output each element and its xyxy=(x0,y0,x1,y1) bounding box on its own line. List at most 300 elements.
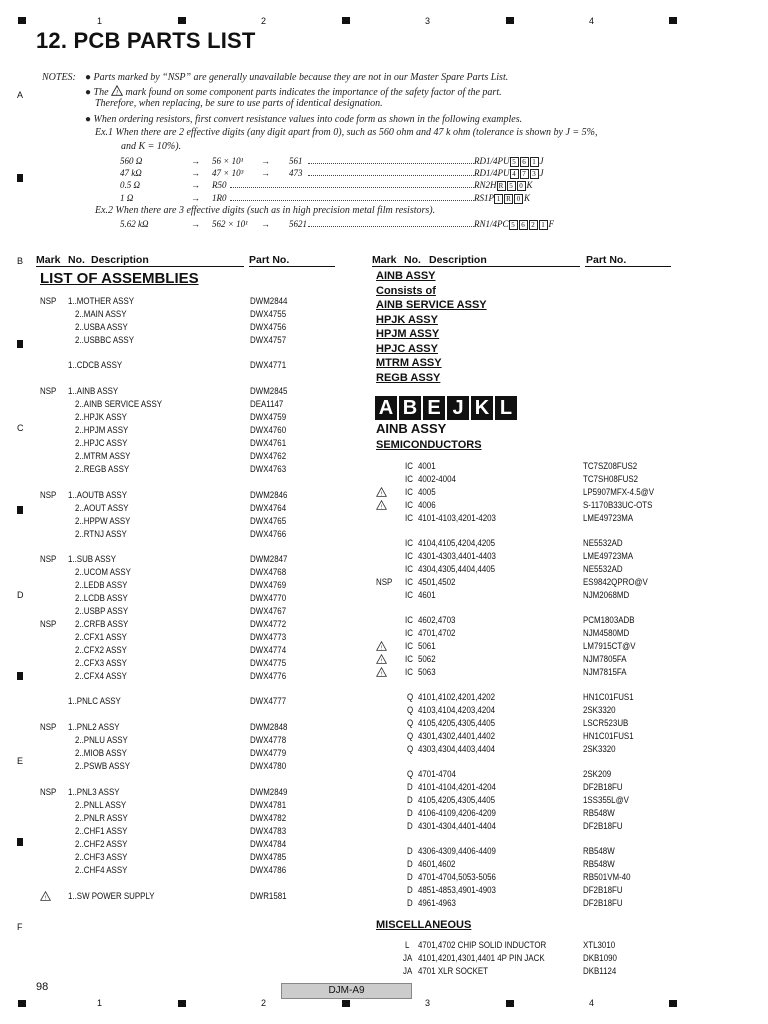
ex-tolerance: J xyxy=(539,168,544,178)
row-type: IC xyxy=(405,538,413,548)
row-part-number: DKB1090 xyxy=(583,953,617,963)
row-type: IC xyxy=(405,667,413,677)
row-ref-number: 4001 xyxy=(418,461,436,471)
row-part-number: DWX4776 xyxy=(250,671,287,681)
row-description: 1..PNL3 ASSY xyxy=(68,787,120,797)
row-part-number: DWX4755 xyxy=(250,309,287,319)
ex-code: 5621 xyxy=(289,219,307,229)
ex-code-digit: 0 xyxy=(517,181,526,191)
row-description: 2..PNLU ASSY xyxy=(75,735,128,745)
ex-arrow: → xyxy=(191,156,200,166)
header-mark: Mark xyxy=(36,254,61,266)
row-part-number: DWX4777 xyxy=(250,696,287,706)
row-part-number: DWM2844 xyxy=(250,296,288,306)
row-type: IC xyxy=(405,641,413,651)
ruler-bottom-4: 4 xyxy=(589,998,595,1008)
row-part-number: DWX4785 xyxy=(250,852,287,862)
row-mark: NSP xyxy=(40,787,57,797)
letter-code: K xyxy=(471,396,493,420)
ruler-side-b: B xyxy=(17,256,24,266)
header-no: No. xyxy=(68,254,85,266)
row-description: 2..LEDB ASSY xyxy=(75,580,128,590)
row-ref-number: 4501,4502 xyxy=(418,577,456,587)
ruler-top-1: 1 xyxy=(97,16,103,26)
assy-link: REGB ASSY xyxy=(376,371,441,384)
note-safety: ● The ! mark found on some component parts indicates the importance of the safety factor of the part. xyxy=(85,87,502,98)
ex-arrow: → xyxy=(191,219,200,229)
row-part-number: DF2B18FU xyxy=(583,898,623,908)
ruler-bottom-2: 2 xyxy=(261,998,267,1008)
row-ref-number: 4701-4704,5053-5056 xyxy=(418,872,496,882)
row-type: Q xyxy=(407,705,414,715)
ex-code-digit: 1 xyxy=(494,194,503,204)
ex-code-digit: R xyxy=(504,194,513,204)
row-type: D xyxy=(407,872,413,882)
assy-link: HPJK ASSY xyxy=(376,313,438,326)
row-description: 2..MTRM ASSY xyxy=(75,451,131,461)
warning-icon xyxy=(376,500,387,510)
row-ref-number: 4306-4309,4406-4409 xyxy=(418,846,496,856)
ex-code-digit: 7 xyxy=(520,169,529,179)
ex-multiplier: 47 × 10³ xyxy=(212,168,244,178)
row-part-number: LSCR523UB xyxy=(583,718,629,728)
ex-part-prefix: RD1/4PU xyxy=(474,168,510,178)
ex-part-code xyxy=(474,193,530,204)
row-part-number: DWX4763 xyxy=(250,464,287,474)
row-part-number: DWM2847 xyxy=(250,554,288,564)
ex-multiplier: 562 × 10¹ xyxy=(212,219,248,229)
page-title: 12. PCB PARTS LIST xyxy=(36,28,256,53)
row-ref-number: 5061 xyxy=(418,641,436,651)
header-underline xyxy=(585,266,671,267)
row-ref-number: 4301-4304,4401-4404 xyxy=(418,821,496,831)
header-part-no: Part No. xyxy=(249,254,290,266)
ex-arrow: → xyxy=(191,168,200,178)
row-description: 2..CFX2 ASSY xyxy=(75,645,127,655)
row-type: IC xyxy=(405,513,413,523)
ex-code-digit: 1 xyxy=(530,157,539,167)
warning-icon xyxy=(376,667,387,677)
row-part-number: RB548W xyxy=(583,846,615,856)
row-description: 1..AOUTB ASSY xyxy=(68,490,127,500)
assy-link: Consists of xyxy=(376,284,436,297)
letter-code: A xyxy=(375,396,397,420)
ex-dotted-leader xyxy=(230,187,474,188)
row-description: 2..CHF1 ASSY xyxy=(75,826,128,836)
note-resistor: ● When ordering resistors, first convert resistance values into code form as shown in the following examples. xyxy=(85,114,523,125)
row-type: IC xyxy=(405,564,413,574)
row-description: 2..LCDB ASSY xyxy=(75,593,128,603)
row-part-number: HN1C01FUS1 xyxy=(583,731,634,741)
note-resistor-text: When ordering resistors, first convert resistance values into code form as shown in the following examples. xyxy=(93,114,523,125)
row-type: IC xyxy=(405,590,413,600)
row-part-number: ES9842QPRO@V xyxy=(583,577,648,587)
row-type: JA xyxy=(403,953,413,963)
row-type: D xyxy=(407,795,413,805)
row-part-number: DWX4764 xyxy=(250,503,287,513)
ruler-side-f: F xyxy=(17,922,23,932)
row-description: 1..SW POWER SUPPLY xyxy=(68,891,155,901)
row-ref-number: 5063 xyxy=(418,667,436,677)
row-type: D xyxy=(407,859,413,869)
row-description: 2..USBP ASSY xyxy=(75,606,129,616)
row-part-number: DWX4778 xyxy=(250,735,287,745)
row-ref-number: 4101-4103,4201-4203 xyxy=(418,513,496,523)
ex-arrow: → xyxy=(261,219,270,229)
row-part-number: DWX4781 xyxy=(250,800,287,810)
row-mark: NSP xyxy=(40,554,57,564)
header-mark: Mark xyxy=(372,254,397,266)
notes-label: NOTES: xyxy=(42,72,76,83)
row-mark: NSP xyxy=(40,490,57,500)
ex-multiplier: 1R0 xyxy=(212,193,227,203)
row-type: Q xyxy=(407,731,414,741)
row-part-number: DWM2849 xyxy=(250,787,288,797)
ex-part-prefix: RN2H xyxy=(474,180,497,190)
row-ref-number: 4701-4704 xyxy=(418,769,456,779)
note-safety-text-a: The xyxy=(93,87,109,98)
ex-tolerance: F xyxy=(548,219,555,229)
row-ref-number: 4101,4102,4201,4202 xyxy=(418,692,496,702)
letter-code: L xyxy=(495,396,517,420)
ex-code-digit: 5 xyxy=(507,181,516,191)
row-ref-number: 4104,4105,4204,4205 xyxy=(418,538,496,548)
row-type: D xyxy=(407,808,413,818)
row-type: D xyxy=(407,898,413,908)
row-part-number: DWX4773 xyxy=(250,632,287,642)
row-description: 2..CFX4 ASSY xyxy=(75,671,127,681)
row-description: 2..CHF2 ASSY xyxy=(75,839,128,849)
ruler-top-4: 4 xyxy=(589,16,595,26)
ruler-side-d: D xyxy=(17,590,24,600)
ex-part-prefix: RD1/4PU xyxy=(474,156,510,166)
row-type: IC xyxy=(405,487,413,497)
ex-multiplier: 56 × 10¹ xyxy=(212,156,244,166)
ex-arrow: → xyxy=(191,180,200,190)
assy-link: HPJC ASSY xyxy=(376,342,438,355)
row-part-number: LME49723MA xyxy=(583,551,634,561)
row-type: IC xyxy=(405,577,413,587)
note-safety-cont: Therefore, when replacing, be sure to use parts of identical designation. xyxy=(95,98,383,109)
letter-code: J xyxy=(447,396,469,420)
assy-link: AINB ASSY xyxy=(376,270,436,282)
ex1-heading: Ex.1 When there are 2 effective digits (any digit apart from 0), such as 560 ohm and 47 k ohm (tolerance is shown by J = 5%, xyxy=(95,127,598,138)
row-description: 2..HPJK ASSY xyxy=(75,412,127,422)
ruler-mark xyxy=(669,1000,677,1007)
note-nsp-text: Parts marked by “NSP” are generally unavailable because they are not in our Master Spare Parts List. xyxy=(93,72,509,83)
row-part-number: NJM7815FA xyxy=(583,667,627,677)
row-part-number: DWM2846 xyxy=(250,490,288,500)
row-mark: NSP xyxy=(376,577,393,587)
note-nsp: ● Parts marked by “NSP” are generally unavailable because they are not in our Master Spare Parts List. xyxy=(85,72,509,83)
row-part-number: DWX4767 xyxy=(250,606,287,616)
row-part-number: 2SK3320 xyxy=(583,705,616,715)
row-description: 2..RTNJ ASSY xyxy=(75,529,127,539)
row-part-number: HN1C01FUS1 xyxy=(583,692,634,702)
row-type: IC xyxy=(405,461,413,471)
ex-code-digit: 6 xyxy=(520,157,529,167)
ex-code-digit: 1 xyxy=(539,220,548,230)
row-part-number: DEA1147 xyxy=(250,399,284,409)
ruler-top-3: 3 xyxy=(425,16,431,26)
ruler-mark xyxy=(18,17,26,24)
row-ref-number: 4005 xyxy=(418,487,436,497)
row-ref-number: 4304,4305,4404,4405 xyxy=(418,564,496,574)
ex-multiplier: R50 xyxy=(212,180,227,190)
section-miscellaneous: MISCELLANEOUS xyxy=(376,919,472,931)
ex-code-digit: 4 xyxy=(510,169,519,179)
row-part-number: DWX4770 xyxy=(250,593,287,603)
svg-text:!: ! xyxy=(380,671,383,677)
row-part-number: DWX4756 xyxy=(250,322,287,332)
row-part-number: RB501VM-40 xyxy=(583,872,631,882)
ruler-mark xyxy=(17,174,23,182)
row-part-number: DWX4782 xyxy=(250,813,287,823)
row-part-number: DF2B18FU xyxy=(583,885,623,895)
model-name: DJM-A9 xyxy=(281,983,412,999)
row-description: 2..HPJC ASSY xyxy=(75,438,128,448)
row-description: 2..CRFB ASSY xyxy=(75,619,129,629)
ex-tolerance: K xyxy=(524,193,531,203)
row-type: Q xyxy=(407,718,414,728)
svg-text:!: ! xyxy=(44,895,47,901)
row-description: 2..CHF3 ASSY xyxy=(75,852,128,862)
row-description: 1..SUB ASSY xyxy=(68,554,116,564)
header-underline xyxy=(36,266,244,267)
row-description: 2..MAIN ASSY xyxy=(75,309,127,319)
ruler-mark xyxy=(17,838,23,846)
row-part-number: NJM2068MD xyxy=(583,590,630,600)
ruler-mark xyxy=(17,672,23,680)
assy-letter-codes xyxy=(375,396,519,420)
header-underline xyxy=(249,266,335,267)
row-ref-number: 4105,4205,4305,4405 xyxy=(418,718,496,728)
row-ref-number: 4002-4004 xyxy=(418,474,456,484)
row-part-number: TC7SH08FUS2 xyxy=(583,474,639,484)
row-part-number: DF2B18FU xyxy=(583,782,623,792)
row-description: 2..UCOM ASSY xyxy=(75,567,131,577)
header-part-no: Part No. xyxy=(586,254,627,266)
row-ref-number: 4101-4104,4201-4204 xyxy=(418,782,496,792)
ex-dotted-leader xyxy=(230,200,474,201)
row-type: L xyxy=(405,940,410,950)
row-description: 2..AINB SERVICE ASSY xyxy=(75,399,163,409)
ruler-bottom-3: 3 xyxy=(425,998,431,1008)
row-description: 2..PNLL ASSY xyxy=(75,800,127,810)
ex-code: 473 xyxy=(289,168,303,178)
ruler-mark xyxy=(18,1000,26,1007)
ex-value: 0.5 Ω xyxy=(120,180,141,190)
ex1-heading-cont: and K = 10%). xyxy=(121,141,182,152)
row-description: 1..PNL2 ASSY xyxy=(68,722,120,732)
row-part-number: DF2B18FU xyxy=(583,821,623,831)
ex-part-code xyxy=(474,219,554,230)
ex-tolerance: J xyxy=(539,156,544,166)
row-part-number: DWX4757 xyxy=(250,335,287,345)
row-part-number: DWX4772 xyxy=(250,619,287,629)
row-type: IC xyxy=(405,500,413,510)
ruler-mark xyxy=(178,17,186,24)
row-type: Q xyxy=(407,769,414,779)
row-description: 2..HPJM ASSY xyxy=(75,425,129,435)
warning-icon xyxy=(376,654,387,664)
row-ref-number: 4106-4109,4206-4209 xyxy=(418,808,496,818)
row-ref-number: 5062 xyxy=(418,654,436,664)
row-description: 2..MIOB ASSY xyxy=(75,748,127,758)
ex2-heading: Ex.2 When there are 3 effective digits (such as in high precision metal film resistors). xyxy=(95,205,436,216)
row-description: 2..CFX3 ASSY xyxy=(75,658,127,668)
row-description: 1..PNLC ASSY xyxy=(68,696,121,706)
ex-code-digit: 6 xyxy=(519,220,528,230)
row-description: 2..HPPW ASSY xyxy=(75,516,131,526)
header-underline xyxy=(372,266,580,267)
ruler-mark xyxy=(342,1000,350,1007)
row-ref-number: 4961-4963 xyxy=(418,898,456,908)
row-part-number: TC7SZ08FUS2 xyxy=(583,461,638,471)
row-part-number: 2SK3320 xyxy=(583,744,616,754)
row-part-number: LME49723MA xyxy=(583,513,634,523)
row-type: IC xyxy=(405,615,413,625)
ruler-mark xyxy=(506,1000,514,1007)
ex-value: 47 kΩ xyxy=(120,168,142,178)
row-part-number: DWX4768 xyxy=(250,567,287,577)
letter-code: B xyxy=(399,396,421,420)
row-description: 1..AINB ASSY xyxy=(68,386,119,396)
row-description: 2..CFX1 ASSY xyxy=(75,632,127,642)
row-mark: NSP xyxy=(40,296,57,306)
row-ref-number: 4601 xyxy=(418,590,436,600)
row-ref-number: 4602,4703 xyxy=(418,615,456,625)
ruler-mark xyxy=(342,17,350,24)
row-mark: NSP xyxy=(40,722,57,732)
row-part-number: S-1170B33UC-OTS xyxy=(583,500,653,510)
row-description: 1..MOTHER ASSY xyxy=(68,296,135,306)
ex-code-digit: 5 xyxy=(510,157,519,167)
row-type: Q xyxy=(407,692,414,702)
row-ref-number: 4006 xyxy=(418,500,436,510)
warning-icon xyxy=(376,641,387,651)
row-type: D xyxy=(407,846,413,856)
row-part-number: DWX4769 xyxy=(250,580,287,590)
row-part-number: DWX4780 xyxy=(250,761,287,771)
row-part-number: DWX4779 xyxy=(250,748,287,758)
row-part-number: DWM2845 xyxy=(250,386,288,396)
row-ref-number: 4105,4205,4305,4405 xyxy=(418,795,496,805)
row-part-number: DWR1581 xyxy=(250,891,287,901)
ex-value: 1 Ω xyxy=(120,193,134,203)
row-ref-number: 4601,4602 xyxy=(418,859,456,869)
row-part-number: 2SK209 xyxy=(583,769,612,779)
ex-part-code xyxy=(474,156,544,167)
ex-code-digit: R xyxy=(497,181,506,191)
row-part-number: LM7915CT@V xyxy=(583,641,636,651)
row-type: IC xyxy=(405,628,413,638)
warning-icon xyxy=(111,85,123,96)
row-part-number: RB548W xyxy=(583,859,615,869)
row-type: IC xyxy=(405,654,413,664)
row-description: 2..USBA ASSY xyxy=(75,322,128,332)
row-part-number: DWX4761 xyxy=(250,438,287,448)
header-no: No. xyxy=(404,254,421,266)
row-description: 4701,4702 CHIP SOLID INDUCTOR xyxy=(418,940,547,950)
ex-arrow: → xyxy=(261,156,270,166)
svg-text:!: ! xyxy=(380,645,383,651)
section-list-of-assemblies: LIST OF ASSEMBLIES xyxy=(40,270,199,287)
ex-part-prefix: RN1/4PC xyxy=(474,219,509,229)
ruler-top-2: 2 xyxy=(261,16,267,26)
row-description: 2..PSWB ASSY xyxy=(75,761,131,771)
row-description: 4701 XLR SOCKET xyxy=(418,966,489,976)
ex-part-code xyxy=(474,180,533,191)
section-semiconductors: SEMICONDUCTORS xyxy=(376,439,482,451)
ex-arrow: → xyxy=(261,168,270,178)
svg-text:!: ! xyxy=(116,89,118,96)
row-description: 1..CDCB ASSY xyxy=(68,360,123,370)
row-description: 2..CHF4 ASSY xyxy=(75,865,128,875)
assy-link: MTRM ASSY xyxy=(376,357,442,369)
ex-value: 5.62 kΩ xyxy=(120,219,149,229)
row-type: JA xyxy=(403,966,413,976)
warning-icon xyxy=(376,487,387,497)
row-part-number: DWX4784 xyxy=(250,839,287,849)
ex-code-digit: 5 xyxy=(509,220,518,230)
ex-dotted-leader xyxy=(308,163,474,164)
row-type: Q xyxy=(407,744,414,754)
row-part-number: DWX4762 xyxy=(250,451,287,461)
row-ref-number: 4301,4302,4401,4402 xyxy=(418,731,496,741)
ex-part-prefix: RS1P xyxy=(474,193,494,203)
row-part-number: DWX4771 xyxy=(250,360,287,370)
ex-code-digit: 3 xyxy=(530,169,539,179)
ex-value: 560 Ω xyxy=(120,156,143,166)
row-description: 2..USBBC ASSY xyxy=(75,335,134,345)
row-part-number: DWX4775 xyxy=(250,658,287,668)
row-part-number: XTL3010 xyxy=(583,940,616,950)
row-ref-number: 4851-4853,4901-4903 xyxy=(418,885,496,895)
row-part-number: DWX4786 xyxy=(250,865,287,875)
row-ref-number: 4103,4104,4203,4204 xyxy=(418,705,496,715)
ex-code: 561 xyxy=(289,156,303,166)
ruler-side-c: C xyxy=(17,423,24,433)
ruler-mark xyxy=(669,17,677,24)
ainb-assy-title: AINB ASSY xyxy=(376,421,447,436)
row-part-number: DWX4783 xyxy=(250,826,287,836)
row-description: 2..PNLR ASSY xyxy=(75,813,128,823)
row-type: IC xyxy=(405,474,413,484)
letter-code: E xyxy=(423,396,445,420)
ex-arrow: → xyxy=(191,193,200,203)
row-part-number: DWX4760 xyxy=(250,425,287,435)
svg-text:!: ! xyxy=(380,658,383,664)
ex-tolerance: K xyxy=(526,180,533,190)
ex-part-code xyxy=(474,168,544,179)
ruler-mark xyxy=(17,340,23,348)
row-part-number: RB548W xyxy=(583,808,615,818)
header-description: Description xyxy=(429,254,487,266)
row-part-number: NE5532AD xyxy=(583,564,623,574)
row-type: D xyxy=(407,821,413,831)
ruler-bottom-1: 1 xyxy=(97,998,103,1008)
ruler-mark xyxy=(17,506,23,514)
row-type: D xyxy=(407,782,413,792)
row-description: 4101,4201,4301,4401 4P PIN JACK xyxy=(418,953,545,963)
ex-dotted-leader xyxy=(308,226,474,227)
page-number: 98 xyxy=(36,981,49,993)
assy-link: HPJM ASSY xyxy=(376,328,440,340)
row-part-number: DWX4765 xyxy=(250,516,287,526)
row-mark: NSP xyxy=(40,619,57,629)
row-ref-number: 4303,4304,4403,4404 xyxy=(418,744,496,754)
